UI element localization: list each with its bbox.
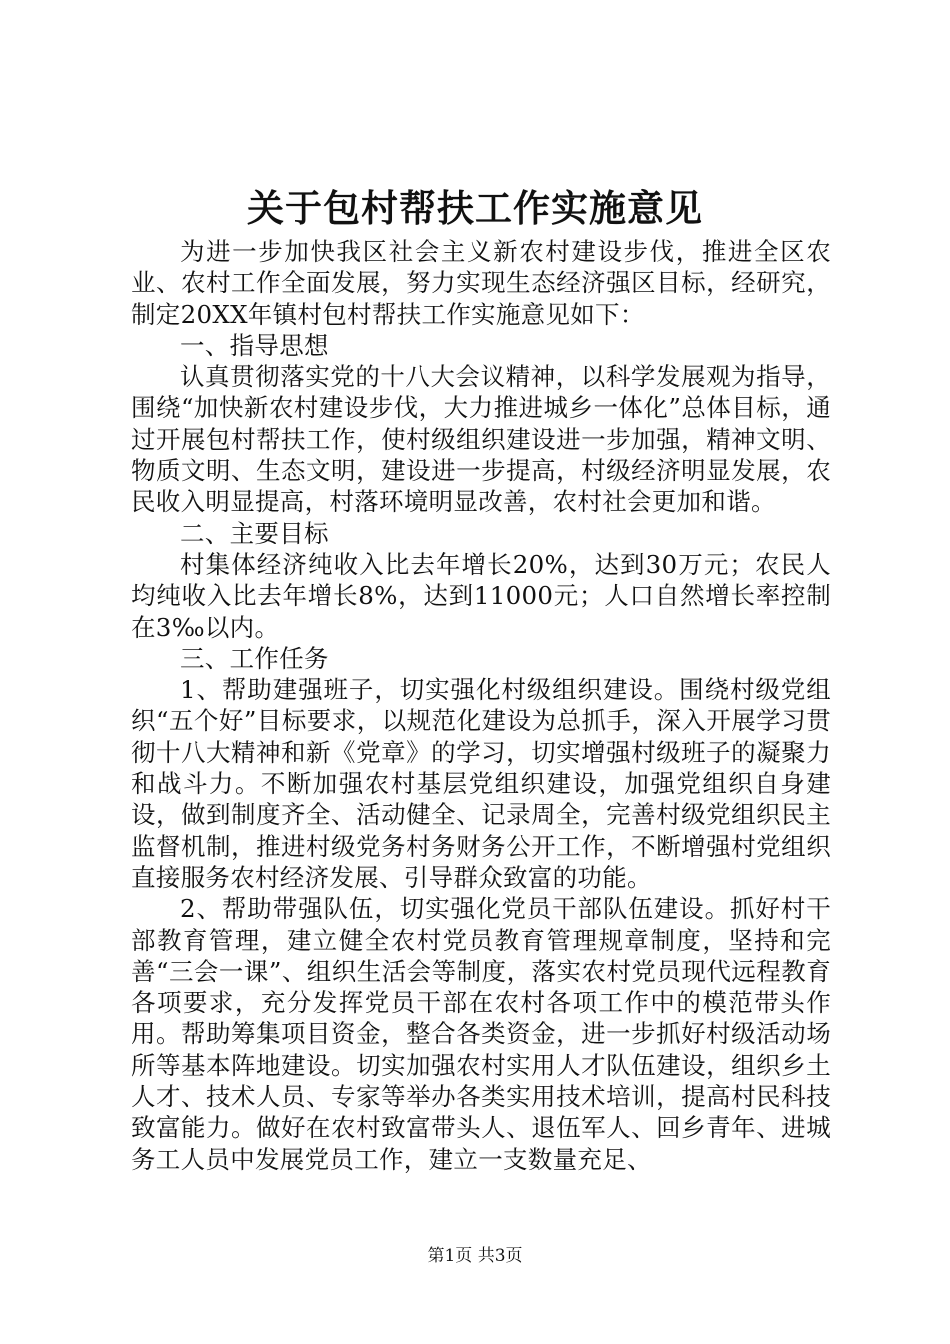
- document-title: 关于包村帮扶工作实施意见: [247, 186, 703, 230]
- section-heading-guiding-thought: 一、指导思想: [180, 330, 329, 360]
- section-heading-main-goals: 二、主要目标: [180, 518, 329, 548]
- paragraph-task-1: 1、帮助建强班子，切实强化村级组织建设。围绕村级党组织“五个好”目标要求，以规范化建设为总抓手，深入开展学习贯彻十八大精神和新《党章》的学习，切实增强村级班子的凝聚力和战斗力。不断加强农村基层党组织建设，加强党组织自身建设，做到制度齐全、活动健全、记录周全，完善村级党组织民主监督机制，推进村级党务村务财务公开工作，不断增强村党组织直接服务农村经济发展、引导群众致富的功能。: [131, 675, 831, 892]
- page-number-footer: 第1页 共3页: [427, 1246, 523, 1266]
- paragraph-guiding-thought: 认真贯彻落实党的十八大会议精神，以科学发展观为指导，围绕“加快新农村建设步伐，大力推进城乡一体化”总体目标，通过开展包村帮扶工作，使村级组织建设进一步加强，精神文明、物质文明、生态文明，建设进一步提高，村级经济明显发展，农民收入明显提高，村落环境明显改善，农村社会更加和谐。: [131, 362, 831, 517]
- paragraph-task-2: 2、帮助带强队伍，切实强化党员干部队伍建设。抓好村干部教育管理，建立健全农村党员教育管理规章制度，坚持和完善“三会一课”、组织生活会等制度，落实农村党员现代远程教育各项要求，充分发挥党员干部在农村各项工作中的模范带头作用。帮助筹集项目资金，整合各类资金，进一步抓好村级活动场所等基本阵地建设。切实加强农村实用人才队伍建设，组织乡土人才、技术人员、专家等举办各类实用技术培训，提高村民科技致富能力。做好在农村致富带头人、退伍军人、回乡青年、进城务工人员中发展党员工作，建立一支数量充足、: [131, 894, 831, 1174]
- document-body: [131, 236, 831, 1175]
- paragraph-main-goals: 村集体经济纯收入比去年增长20%，达到30万元；农民人均纯收入比去年增长8%，达到11000元；人口自然增长率控制在3‰以内。: [131, 549, 831, 642]
- paragraph-intro: 为进一步加快我区社会主义新农村建设步伐，推进全区农业、农村工作全面发展，努力实现生态经济强区目标，经研究，制定20XX年镇村包村帮扶工作实施意见如下：: [131, 237, 831, 329]
- section-heading-work-tasks: 三、工作任务: [180, 643, 329, 673]
